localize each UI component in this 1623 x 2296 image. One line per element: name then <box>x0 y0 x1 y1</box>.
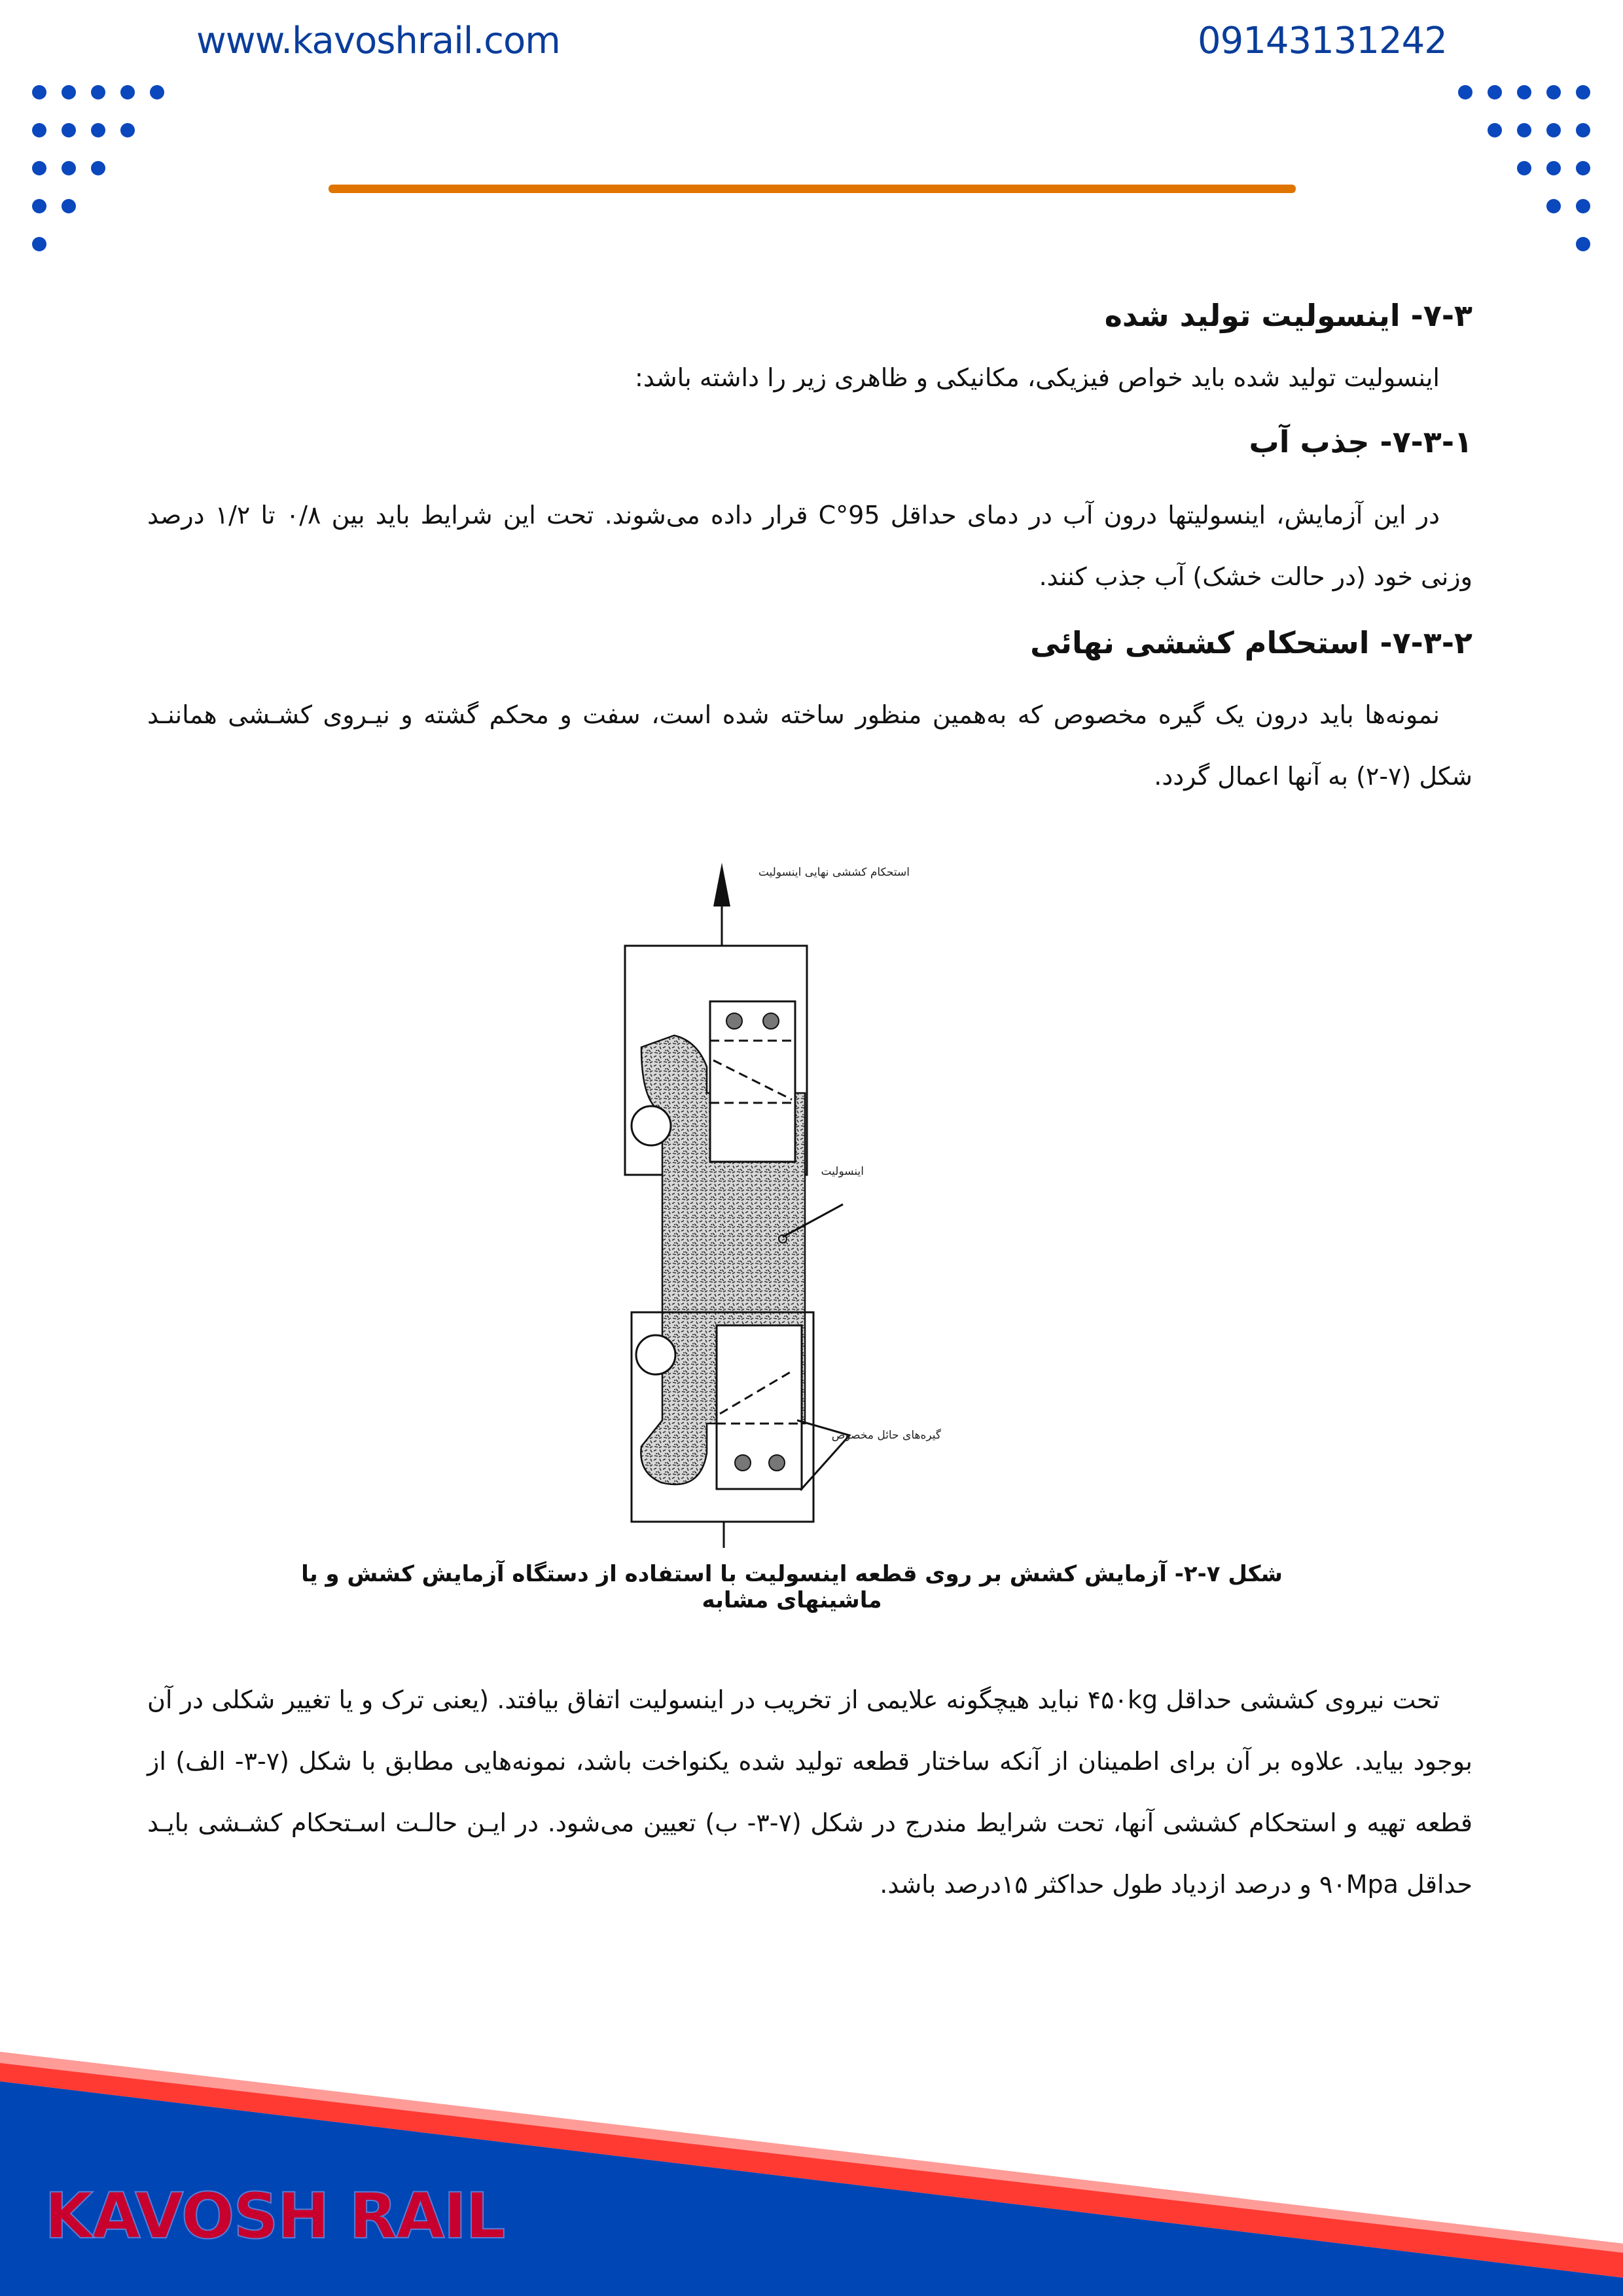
subsection-heading-tensile-strength: ۷-۳-۲- استحکام کششی نهائی <box>1030 625 1472 660</box>
label-insulite: اینسولیت <box>821 1165 864 1178</box>
bolt-icon <box>726 1013 742 1029</box>
subsection-heading-water-absorption: ۷-۳-۱- جذب آب <box>1249 424 1472 459</box>
dot <box>1488 85 1502 99</box>
dot <box>62 123 76 137</box>
dot <box>32 161 46 175</box>
dot <box>1546 161 1561 175</box>
lower-grip <box>717 1325 802 1489</box>
tensile-test-figure <box>589 844 1047 1564</box>
label-ultimate-tensile: استحکام کششی نهایی اینسولیت <box>758 866 910 879</box>
dot <box>1458 85 1472 99</box>
footer-band <box>0 2016 1623 2296</box>
dot <box>91 123 105 137</box>
dot <box>120 85 135 99</box>
bolt-icon <box>735 1455 751 1471</box>
upper-grip <box>710 1001 795 1162</box>
pin-icon <box>632 1106 671 1145</box>
dot <box>1517 123 1531 137</box>
website-link[interactable]: www.kavoshrail.com <box>196 20 560 62</box>
dot <box>32 199 46 213</box>
dot <box>1546 123 1561 137</box>
bolt-icon <box>763 1013 779 1029</box>
dot <box>1576 161 1590 175</box>
dot <box>32 237 46 251</box>
dot <box>91 85 105 99</box>
dot <box>62 161 76 175</box>
phone-number: 09143131242 <box>1198 20 1447 62</box>
dot <box>62 85 76 99</box>
dot <box>1517 161 1531 175</box>
dot <box>1546 85 1561 99</box>
dot <box>62 199 76 213</box>
dot <box>91 161 105 175</box>
paragraph-tensile-requirements: تحت نیروی کششی حداقل ۴۵۰kg نباید هیچگونه علایمی از تخریب در اینسولیت اتفاق بیافتد. (یعنی ترک و یا تغییر شکلی در آن بوجود بیاید. علاوه بر آن برای اطمینان از آنکه ساختار قطعه تولید شده یکنواخت باشد، نمونه‌هایی مطابق با شکل (۷-۳- الف) از قطعه تهیه و استحکام کششی آنها، تحت شرایط مندرج در شکل (۷-۳- ب) تعیین می‌شود. در ایـن حالـت اسـتحکام کشـشی بایـد حداقل ۹۰Mpa و درصد ازدیاد طول حداکثر ۱۵درصد باشد. <box>147 1685 1472 1899</box>
dot <box>1576 199 1590 213</box>
section-heading: ۷-۳- اینسولیت تولید شده <box>1104 298 1472 333</box>
dot <box>1517 85 1531 99</box>
dot <box>150 85 164 99</box>
header-divider <box>329 185 1296 193</box>
dot <box>32 85 46 99</box>
label-special-clamps: گیره‌های حائل مخصوص <box>831 1429 941 1442</box>
section-intro: اینسولیت تولید شده باید خواص فیزیکی، مکانیکی و ظاهری زیر را داشته باشد: <box>635 363 1440 392</box>
paragraph-water-absorption: در این آزمایش، اینسولیتها درون آب در دمای حداقل 95°C قرار داده می‌شوند. تحت این شرایط باید بین ۰/۸ تا ۱/۲ درصد وزنی خود (در حالت خشک) آب جذب کنند. <box>147 501 1472 591</box>
dot <box>32 123 46 137</box>
dot <box>1576 85 1590 99</box>
dot <box>1546 199 1561 213</box>
dot <box>1576 237 1590 251</box>
paragraph-tensile-strength: نمونه‌ها باید درون یک گیره مخصوص که به‌همین منظور ساخته شده است، سفت و محکم گشته و نیـروی کشـشی هماننـد شکل (۷-۲) به آنها اعمال گردد. <box>147 700 1472 791</box>
bolt-icon <box>769 1455 785 1471</box>
figure-caption: شکل ۷-۲- آزمایش کشش بر روی قطعه اینسولیت با استفاده از دستگاه آزمایش کشش و یا ماشینهای مشابه <box>301 1561 1283 1613</box>
pin-icon <box>636 1335 675 1374</box>
dot <box>120 123 135 137</box>
pull-arrow <box>713 863 730 946</box>
dot <box>1488 123 1502 137</box>
brand-logo-text: KAVOSH RAIL <box>45 2179 505 2253</box>
dot <box>1576 123 1590 137</box>
